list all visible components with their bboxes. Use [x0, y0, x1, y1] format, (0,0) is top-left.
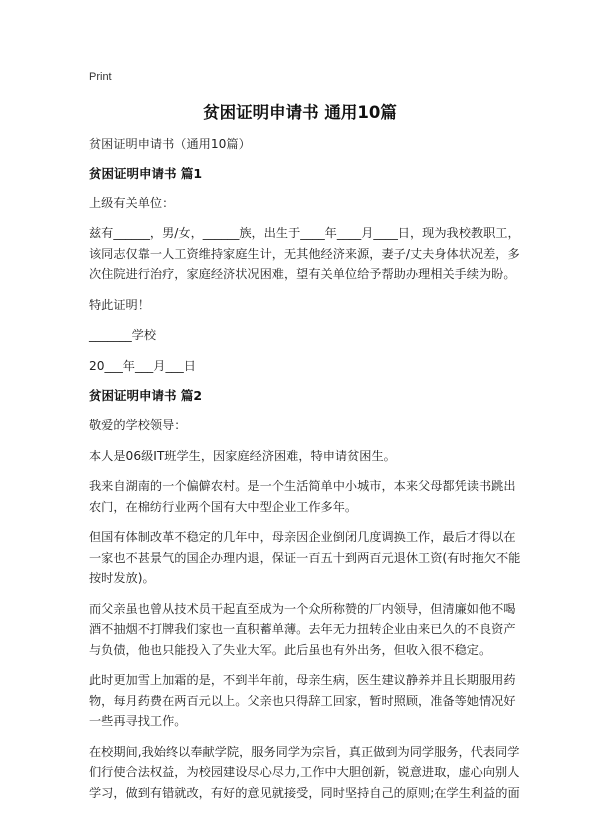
section1-salutation: 上级有关单位： — [89, 195, 175, 210]
section2-paragraph-4: 而父亲虽也曾从技术员干起直至成为一个众所称赞的厂内领导，但清廉如他不喝酒不抽烟不打牌我们家也一直积蓄单薄。去年无力扭转企业由来已久的不良资产与负债，他也只能投入了失业大军。此后虽也有外出务，但收入很不稳定。 — [89, 601, 516, 657]
section2-paragraph-1: 本人是06级IT班学生，因家庭经济困难，特申请贫困生。 — [89, 448, 396, 463]
section1-school: _______学校 — [89, 328, 157, 342]
section2-salutation: 敬爱的学校领导： — [89, 418, 187, 432]
section2-paragraph-5: 此时更加雪上加霜的是，不到半年前，母亲生病，医生建议静养并且长期服用药物，每月药费在两百元以上。父亲也只得辞工回家，暂时照顾，准备等她情况好一些再寻找工作。 — [89, 673, 516, 728]
section1-heading: 贫困证明申请书 篇1 — [89, 165, 203, 181]
section2-paragraph-2: 我来自湖南的一个偏僻农村。是一个生活简单中小城市，本来父母都凭读书跳出农门，在棉纺行业两个国有大中型企业工作多年。 — [89, 479, 516, 514]
section2-paragraph-3: 但国有体制改革不稳定的几年中，母亲因企业倒闭几度调换工作，最后才得以在一家也不甚景气的国企办理内退，保证一百五十到两百元退休工资(有时拖欠不能按时发放)。 — [89, 530, 521, 585]
document-title: 贫困证明申请书 通用10篇 — [203, 103, 397, 122]
section2-paragraph-6: 在校期间,我始终以奉献学院，服务同学为宗旨，真正做到为同学服务，代表同学们行使合法权益，为校园建设尽心尽力,工作中大胆创新，锐意进取，虚心向别人学习，做到有错就改，有好的意见就接受，同时坚持自己的原则;在学生利益的面 — [89, 744, 520, 800]
section1-closing: 特此证明！ — [89, 297, 150, 312]
document-subtitle: 贫困证明申请书（通用10篇） — [89, 137, 251, 151]
print-link[interactable]: Print — [89, 71, 112, 83]
section1-date: 20___年___月___日 — [89, 358, 196, 373]
section1-body: 兹有______，男/女，______族，出生于____年____月____日，现为我校教职工，该同志仅靠一人工资维持家庭生计，无其他经济来源，妻子/丈夫身体状况差，多次住院进行治疗，家庭经济状况困难，望有关单位给予帮助办理相关手续为盼。 — [89, 226, 520, 281]
document-content — [89, 134, 521, 813]
section2-heading: 贫困证明申请书 篇2 — [89, 388, 203, 403]
